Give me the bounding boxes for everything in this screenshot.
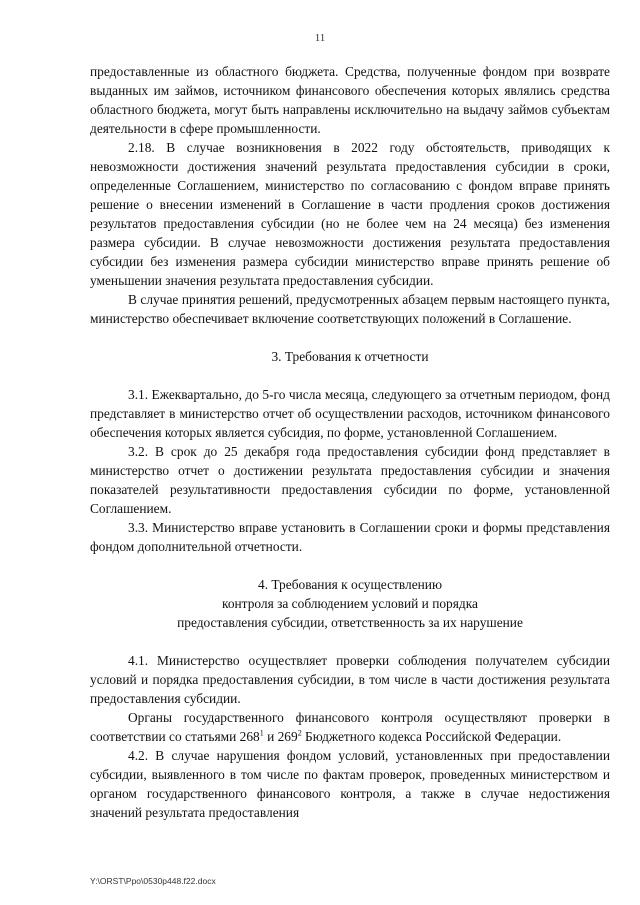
paragraph-4-1-control [90, 708, 610, 746]
paragraph-2-18-cont: В случае принятия решений, предусмотренных абзацем первым настоящего пункта, министерство обеспечивает включение соответствующих положений в Соглашение. [90, 292, 610, 326]
paragraph-4-1: 4.1. Министерство осуществляет проверки соблюдения получателем субсидии условий и порядка предоставления субсидии, в том числе в части достижения результата предоставления субсидии. [90, 653, 610, 706]
page-number: 11 [314, 32, 326, 44]
paragraph-2-18: 2.18. В случае возникновения в 2022 году обстоятельств, приводящих к невозможности достижения значений результата предоставления субсидии в сроки, определенные Соглашением, министерство по согласованию с фондом вправе принять решение о внесении изменений в Соглашение в части продления сроков достижения результатов предоставления субсидии (но не более чем на 24 месяца) без изменения размера субсидии. В случае невозможности достижения результата предоставления субсидии без изменения размера субсидии министерство вправе принять решение об уменьшении значения результата предоставления субсидии. [90, 140, 610, 288]
paragraph-4-2: 4.2. В случае нарушения фондом условий, установленных при предоставлении субсидии, выявленного в том числе по фактам проверок, проведенных министерством и органом государственного финансового контроля, а также в случае недостижения значений результата предоставления [90, 748, 610, 820]
section-4-heading [90, 575, 610, 632]
section-4-heading-line-2: контроля за соблюдением условий и порядка [222, 596, 478, 611]
footer-file-path: Y:\ORST\Ppo\0530p448.f22.docx [90, 876, 216, 886]
control-text-a: Органы государственного финансового контроля осуществляют проверки в соответствии со статьями 268 [90, 710, 610, 744]
control-text-b: и 269 [263, 729, 298, 744]
superscript-2: 2 [297, 728, 302, 738]
paragraph-3-3: 3.3. Министерство вправе установить в Соглашении сроки и формы представления фондом дополнительной отчетности. [90, 520, 610, 554]
section-4-heading-line-3: предоставления субсидии, ответственность за их нарушение [177, 615, 523, 630]
paragraph-continuation: предоставленные из областного бюджета. Средства, полученные фондом при возврате выданных им займов, источником финансового обеспечения которых являлись средства областного бюджета, могут быть направлены исключительно на выдачу займов субъектам деятельности в сфере промышленности. [90, 64, 610, 136]
control-text-c: Бюджетного кодекса Российской Федерации. [301, 729, 562, 744]
paragraph-3-1: 3.1. Ежеквартально, до 5-го числа месяца, следующего за отчетным периодом, фонд представляет в министерство отчет об осуществлении расходов, источником финансового обеспечения которых является субсидия, по форме, установленной Соглашением. [90, 387, 610, 440]
paragraph-3-2: 3.2. В срок до 25 декабря года предоставления субсидии фонд представляет в министерство отчет о достижении результата предоставления субсидии и значения показателей результативности предоставления субсидии по форме, установленной Соглашением. [90, 444, 610, 516]
section-3-heading: 3. Требования к отчетности [271, 349, 429, 364]
superscript-1: 1 [259, 728, 264, 738]
section-4-heading-line-1: 4. Требования к осуществлению [258, 577, 442, 592]
document-body [90, 62, 610, 822]
